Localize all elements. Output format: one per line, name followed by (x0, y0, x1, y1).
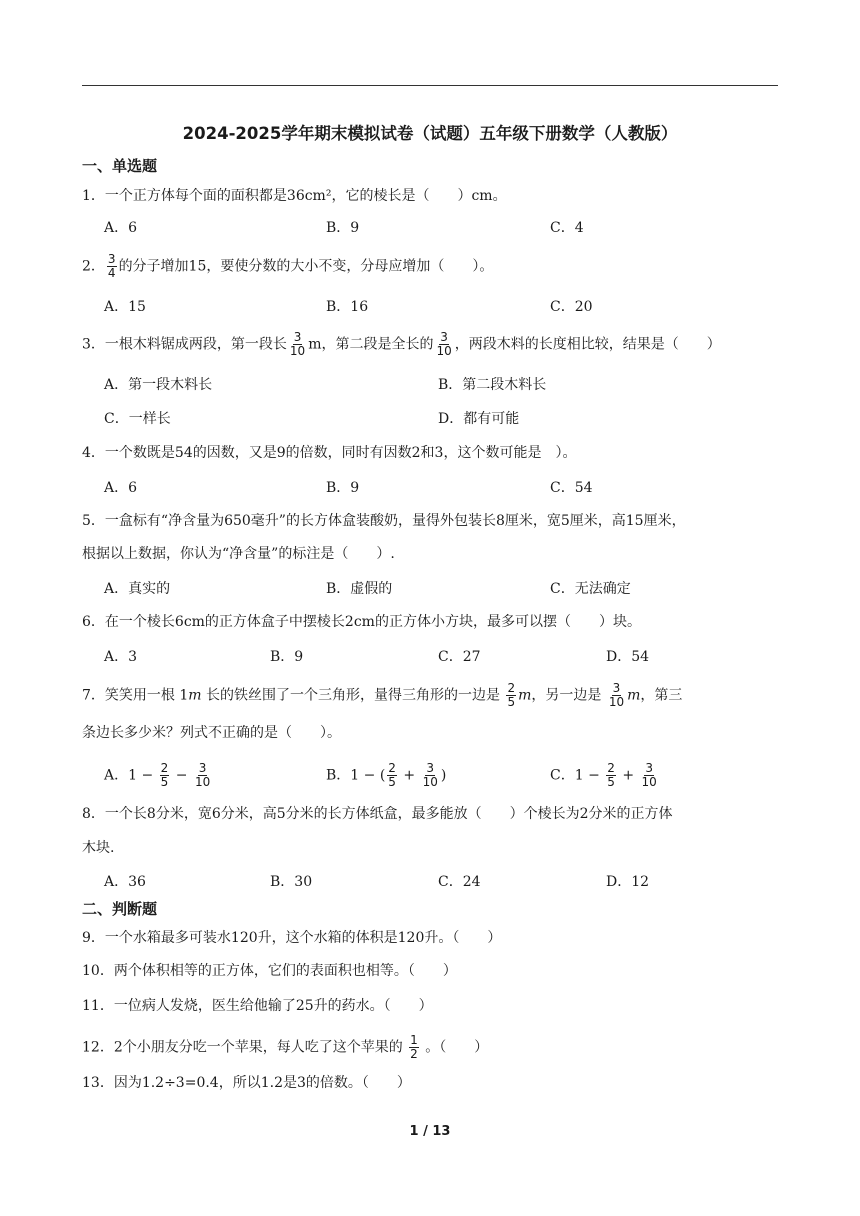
q7-fraction-2-numerator: 3 (612, 681, 621, 695)
q3-option-a: A．第一段木料长 (104, 377, 213, 393)
q7-option-c-fraction-1-denominator: 5 (607, 775, 615, 789)
q3-fraction-1 (289, 331, 306, 358)
q6-option-a: A．3 (104, 649, 138, 665)
q7-option-a-expr-1: 1 − (128, 767, 158, 784)
question-8-line-2: 木块. (82, 840, 115, 856)
q7-option-b-fraction-2-denominator: 10 (422, 775, 438, 789)
q7-option-a-fraction-1-denominator: 5 (160, 775, 169, 789)
q7-option-c-fraction-1 (606, 762, 616, 789)
question-8-line-1: 8．一个长8分米，宽6分米，高5分米的长方体纸盒，最多能放（ ）个棱长为2分米的正方体 (82, 806, 673, 822)
q8-option-b: B．30 (270, 874, 313, 890)
section-heading-single-choice: 一、单选题 (82, 157, 158, 175)
q7-option-a-fraction-1-numerator: 2 (160, 761, 169, 775)
question-12 (82, 1034, 488, 1061)
q7-option-b-fraction-1-denominator: 5 (388, 775, 396, 789)
q1-option-b: B．9 (326, 220, 360, 236)
q3-option-d: D．都有可能 (438, 411, 520, 427)
q7-fraction-1-numerator: 2 (507, 681, 516, 695)
q3-option-b: B．第二段木料长 (438, 377, 547, 393)
q12-text-2: 。（ ） (420, 1039, 489, 1056)
q12-fraction-numerator: 1 (410, 1033, 418, 1047)
q2-fraction-denominator: 4 (107, 266, 116, 280)
question-3 (82, 331, 721, 358)
question-5-line-2: 根据以上数据，你认为“净含量”的标注是（ ）. (82, 546, 395, 562)
q3-option-c: C．一样长 (104, 411, 171, 427)
q5-option-b: B．虚假的 (326, 581, 393, 597)
q7-fraction-1 (506, 682, 516, 709)
header-rule (82, 85, 778, 86)
q7-fraction-1-denominator: 5 (507, 695, 516, 709)
q7-text-4: ，第三 (640, 687, 683, 704)
q7-option-b-fraction-1-numerator: 2 (388, 761, 396, 775)
q7-unit-m-3: m (627, 687, 641, 704)
q7-option-c-fraction-2-numerator: 3 (645, 761, 653, 775)
question-4: 4．一个数既是54的因数，又是9的倍数，同时有因数2和3，这个数可能是 ）。 (82, 445, 577, 461)
q7-option-a-expr-2: − (171, 767, 192, 784)
q7-fraction-2-denominator: 10 (608, 695, 625, 709)
q7-option-c (550, 762, 660, 789)
q8-option-c: C．24 (438, 874, 481, 890)
q7-option-b-fraction-2-numerator: 3 (426, 761, 435, 775)
q4-option-a: A．6 (104, 480, 138, 496)
q7-text-1: 7．笑笑用一根 1 (82, 687, 189, 704)
q7-text-3: ，另一边是 (531, 687, 606, 704)
q3-fraction-1-denominator: 10 (289, 344, 306, 358)
q2-number: 2． (82, 258, 105, 275)
q7-option-b-expr-3: ) (440, 767, 447, 784)
q7-text-2: 长的铁丝围了一个三角形，量得三角形的一边是 (201, 687, 505, 704)
section-heading-true-false: 二、判断题 (82, 900, 158, 918)
q1-option-c: C．4 (550, 220, 584, 236)
q7-option-a-fraction-1 (160, 762, 170, 789)
q7-option-b-expr-1: 1 − ( (350, 767, 386, 784)
page-title: 2024-2025学年期末模拟试卷（试题）五年级下册数学（人教版） (182, 124, 678, 143)
q1-option-a: A．6 (104, 220, 138, 236)
q12-fraction (409, 1034, 419, 1061)
q7-option-c-fraction-1-numerator: 2 (607, 761, 615, 775)
q4-option-b: B．9 (326, 480, 360, 496)
question-5-line-1: 5．一盒标有“净含量为650毫升”的长方体盒装酸奶，量得外包装长8厘米，宽5厘米，高15厘米， (82, 513, 686, 529)
question-6: 6．在一个棱长6cm的正方体盒子中摆棱长2cm的正方体小方块，最多可以摆（ ）块。 (82, 614, 641, 630)
q7-option-c-expr-2: + (617, 767, 639, 784)
q2-option-c: C．20 (550, 299, 593, 315)
q7-option-c-fraction-2 (641, 762, 658, 789)
q7-unit-m: m (188, 687, 202, 704)
q7-option-a-fraction-2 (194, 762, 211, 789)
q6-option-b: B．9 (270, 649, 304, 665)
q3-text-1: 3．一根木料锯成两段，第一段长 (82, 336, 287, 353)
q7-option-b-fraction-1 (387, 762, 397, 789)
q2-fraction-numerator: 3 (107, 252, 116, 266)
q3-fraction-2 (435, 331, 452, 358)
q7-option-b-fraction-2 (422, 762, 439, 789)
q2-option-a: A．15 (104, 299, 146, 315)
q7-option-c-label: C． (550, 767, 575, 784)
q8-option-d: D．12 (606, 874, 650, 890)
question-1: 1．一个正方体每个面的面积都是36cm²，它的棱长是（ ）cm。 (82, 188, 507, 204)
q6-option-c: C．27 (438, 649, 481, 665)
q7-unit-m-2: m (518, 687, 532, 704)
question-7-line-1 (82, 682, 682, 709)
q3-fraction-2-denominator: 10 (436, 344, 452, 358)
q7-option-a-fraction-2-numerator: 3 (198, 761, 207, 775)
page-number: 1 / 13 (409, 1124, 451, 1139)
q7-option-c-expr-1: 1 − (574, 767, 605, 784)
q7-option-c-fraction-2-denominator: 10 (641, 775, 657, 789)
q3-text-3: ，两段木料的长度相比较，结果是（ ） (454, 336, 721, 353)
q3-text-2: m，第二段是全长的 (308, 336, 434, 353)
q7-option-b (326, 762, 446, 789)
question-2 (82, 253, 493, 280)
question-9: 9．一个水箱最多可装水120升，这个水箱的体积是120升。（ ） (82, 930, 502, 946)
q4-option-c: C．54 (550, 480, 593, 496)
question-13: 13．因为1.2÷3=0.4，所以1.2是3的倍数。（ ） (82, 1075, 411, 1091)
q7-option-b-expr-2: + (398, 767, 420, 784)
q7-fraction-2 (608, 682, 625, 709)
q5-option-c: C．无法确定 (550, 581, 631, 597)
q6-option-d: D．54 (606, 649, 650, 665)
q7-option-a-fraction-2-denominator: 10 (194, 775, 211, 789)
q7-option-b-label: B． (326, 767, 351, 784)
q12-fraction-denominator: 2 (410, 1047, 418, 1061)
q2-text: 的分子增加15，要使分数的大小不变，分母应增加（ ）。 (118, 258, 494, 275)
q7-option-a (104, 762, 213, 789)
q12-text-1: 12．2个小朋友分吃一个苹果，每人吃了这个苹果的 (82, 1039, 408, 1056)
question-10: 10．两个体积相等的正方体，它们的表面积也相等。（ ） (82, 963, 457, 979)
q7-option-a-label: A． (104, 767, 129, 784)
q3-fraction-2-numerator: 3 (440, 330, 448, 344)
q8-option-a: A．36 (104, 874, 146, 890)
question-7-line-2: 条边长多少米？列式不正确的是（ ）。 (82, 725, 341, 741)
q5-option-a: A．真实的 (104, 581, 171, 597)
question-11: 11．一位病人发烧，医生给他输了25升的药水。（ ） (82, 998, 433, 1014)
q3-fraction-1-numerator: 3 (293, 330, 302, 344)
q2-fraction (107, 253, 117, 280)
q2-option-b: B．16 (326, 299, 369, 315)
